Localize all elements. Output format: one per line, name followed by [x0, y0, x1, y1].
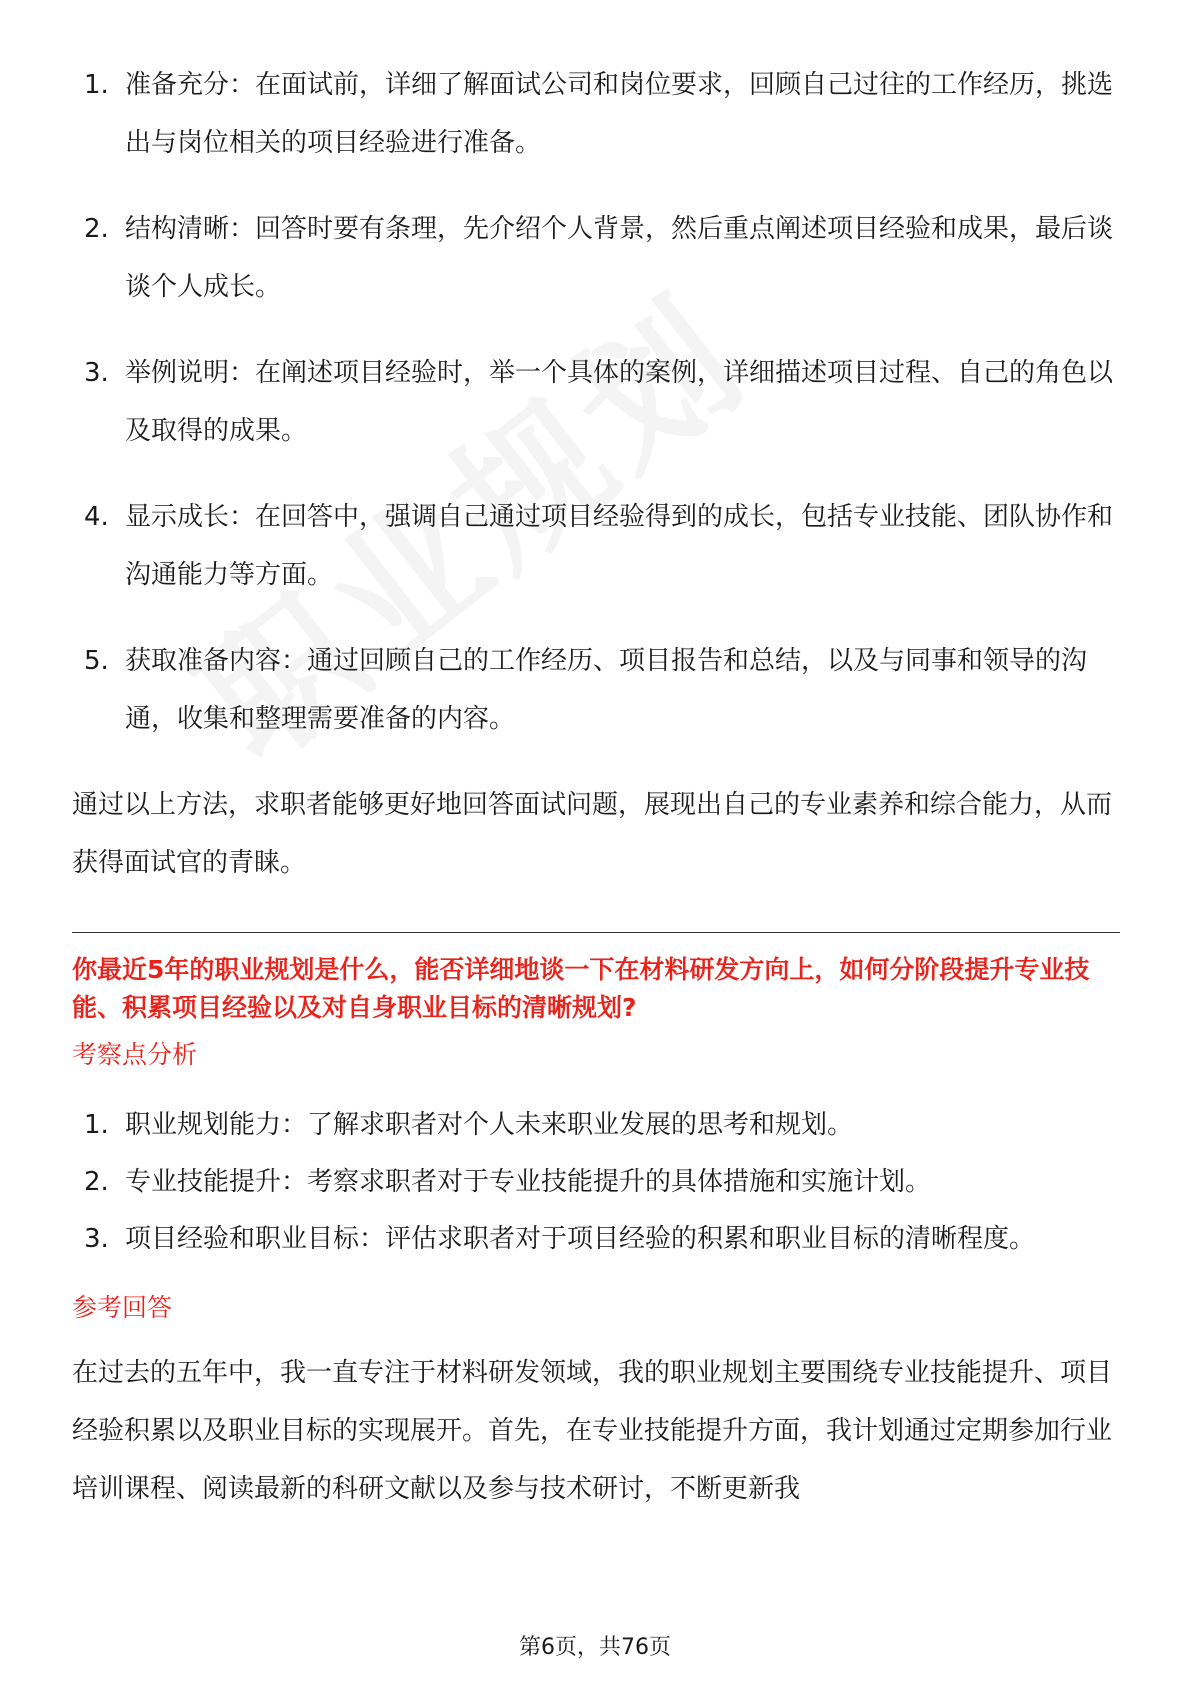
list-text: 专业技能提升：考察求职者对于专业技能提升的具体措施和实施计划。	[125, 1167, 932, 1197]
page-footer: 第6页，共76页	[519, 1635, 671, 1660]
list-text: 举例说明：在阐述项目经验时，举一个具体的案例，详细描述项目过程、自己的角色以及取得的成果。	[125, 358, 1114, 446]
section-divider	[72, 932, 1120, 933]
list-item	[72, 344, 1120, 460]
list-text: 准备充分：在面试前，详细了解面试公司和岗位要求，回顾自己过往的工作经历，挑选出与岗位相关的项目经验进行准备。	[125, 70, 1114, 158]
answer-paragraph: 在过去的五年中，我一直专注于材料研发领域，我的职业规划主要围绕专业技能提升、项目经验积累以及职业目标的实现展开。首先，在专业技能提升方面，我计划通过定期参加行业培训课程、阅读最新的科研文献以及参与技术研讨，不断更新我	[72, 1358, 1113, 1504]
list-item	[72, 200, 1120, 316]
list-item	[72, 632, 1120, 748]
page-content	[72, 56, 1120, 1518]
list-number: 2.	[84, 214, 109, 244]
list-text: 显示成长：在回答中，强调自己通过项目经验得到的成长，包括专业技能、团队协作和沟通能力等方面。	[125, 502, 1114, 590]
list-number: 4.	[84, 502, 109, 532]
list-number: 3.	[84, 358, 109, 388]
list-text: 项目经验和职业目标：评估求职者对于项目经验的积累和职业目标的清晰程度。	[125, 1224, 1036, 1254]
list-item	[72, 488, 1120, 604]
analysis-heading: 考察点分析	[72, 1040, 198, 1069]
list-item	[72, 1097, 1120, 1154]
question-heading: 你最近5年的职业规划是什么，能否详细地谈一下在材料研发方向上，如何分阶段提升专业技能、积累项目经验以及对自身职业目标的清晰规划?	[72, 955, 1090, 1022]
list-number: 3.	[84, 1224, 109, 1254]
list-number: 1.	[84, 70, 109, 100]
list-number: 1.	[84, 1110, 109, 1140]
list-item	[72, 1154, 1120, 1211]
list-item	[72, 1211, 1120, 1268]
list-text: 职业规划能力：了解求职者对个人未来职业发展的思考和规划。	[125, 1110, 854, 1140]
summary-paragraph: 通过以上方法，求职者能够更好地回答面试问题，展现出自己的专业素养和综合能力，从而获得面试官的青睐。	[72, 790, 1113, 878]
list-number: 2.	[84, 1167, 109, 1197]
preparation-list	[72, 56, 1120, 748]
list-item	[72, 56, 1120, 172]
analysis-list	[72, 1097, 1120, 1268]
list-number: 5.	[84, 646, 109, 676]
list-text: 结构清晰：回答时要有条理，先介绍个人背景，然后重点阐述项目经验和成果，最后谈谈个人成长。	[125, 214, 1114, 302]
answer-heading: 参考回答	[72, 1293, 173, 1322]
list-text: 获取准备内容：通过回顾自己的工作经历、项目报告和总结，以及与同事和领导的沟通，收集和整理需要准备的内容。	[125, 646, 1088, 734]
